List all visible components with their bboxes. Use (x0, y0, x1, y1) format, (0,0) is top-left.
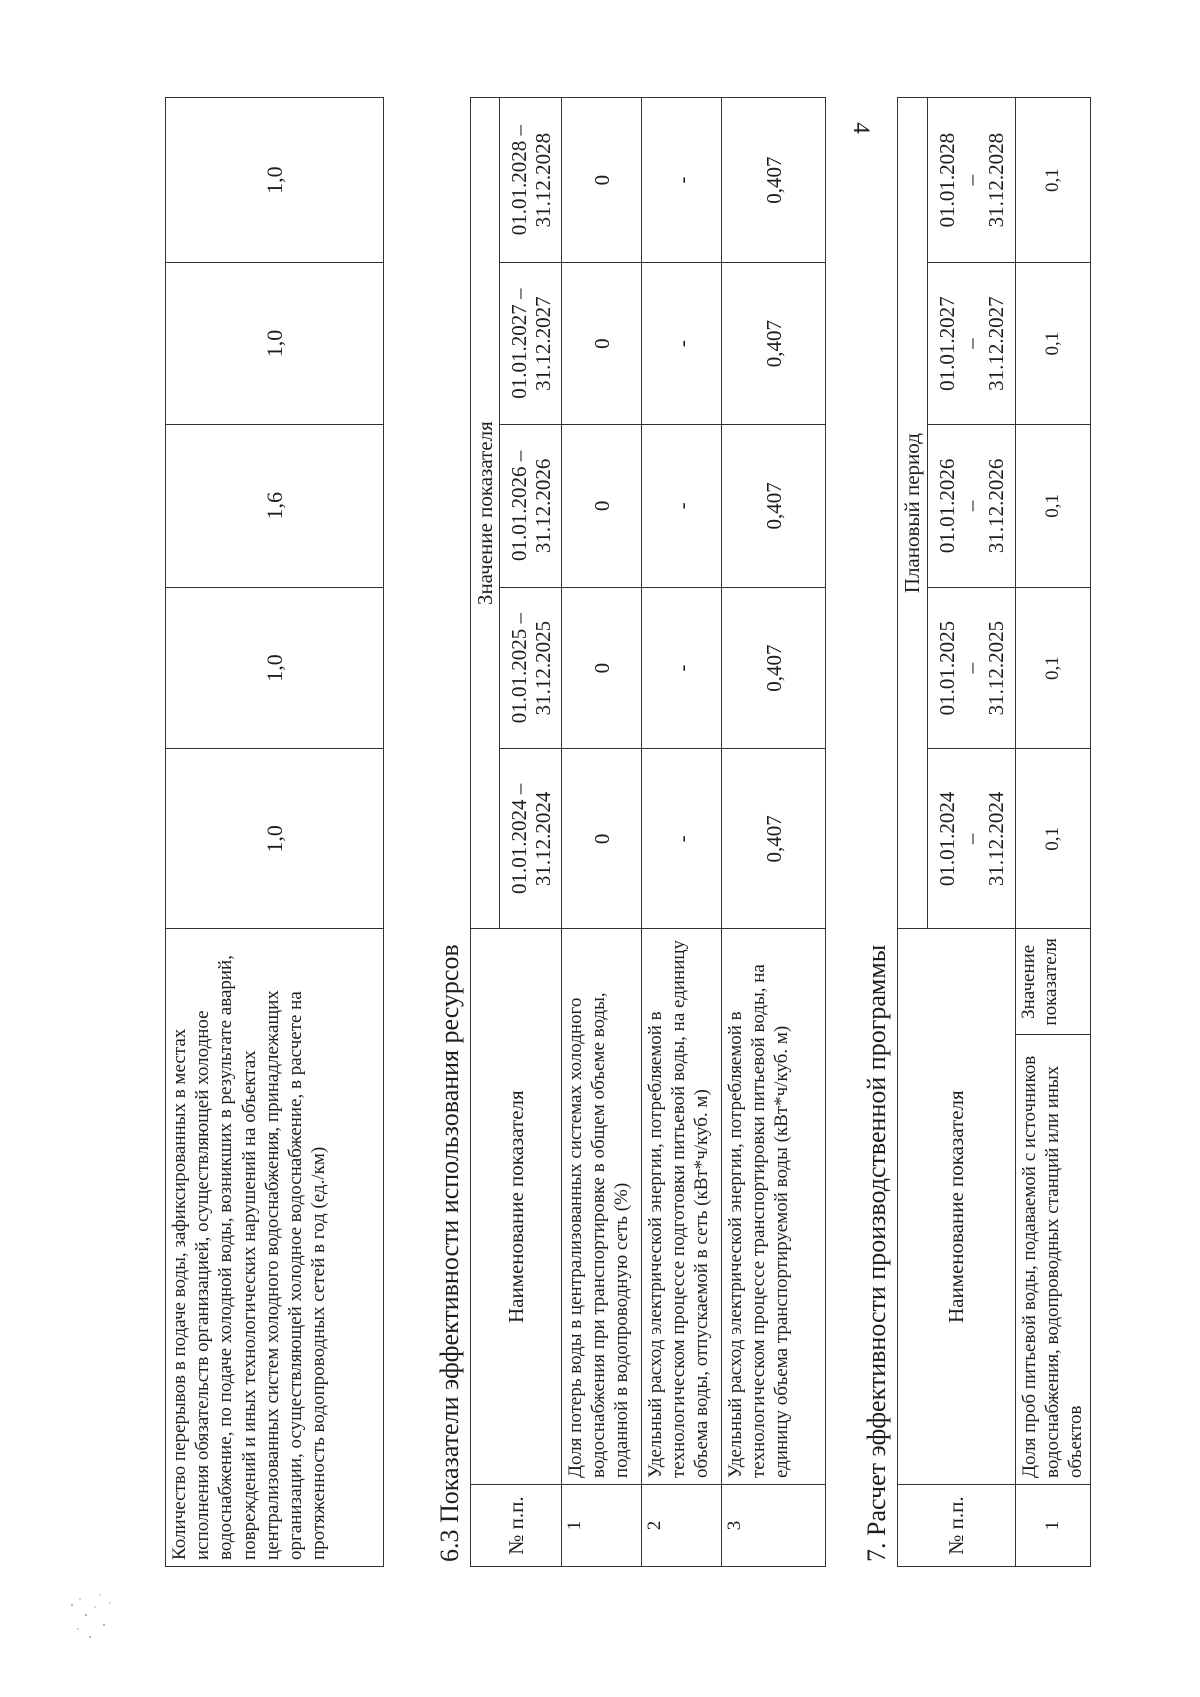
period-dash: – (959, 500, 984, 512)
value-cell: 0,1 (1016, 424, 1091, 587)
value-cell: 0 (562, 263, 642, 425)
value-cell: - (642, 424, 722, 587)
interruptions-table (165, 97, 384, 1567)
resource-efficiency-table (470, 97, 826, 1567)
value-cell: 0,407 (722, 587, 826, 749)
value-cell: 1,0 (166, 98, 384, 263)
period-end: 31.12.2026 (983, 458, 1008, 554)
value-cell: 0,1 (1016, 263, 1091, 425)
value-cell: 0,1 (1016, 98, 1091, 263)
page-number: 4 (848, 122, 874, 134)
period-dash: – (959, 338, 984, 349)
table-row (722, 98, 826, 1567)
period-dash: – (959, 833, 984, 845)
indicator-text: Доля проб питьевой воды, подаваемой с источников водоснабжения, водопроводных станций или иных объектов (1019, 1055, 1087, 1479)
period-end: 31.12.2025 (983, 620, 1008, 716)
period-end: 31.12.2024 (983, 791, 1008, 887)
program-efficiency-table (897, 97, 1091, 1567)
row-num: 3 (722, 1485, 826, 1567)
value-cell: 0,1 (1016, 749, 1091, 929)
value-cell: 0,407 (722, 749, 826, 929)
value-cell: - (642, 98, 722, 263)
header-num: № п.п. (898, 1485, 1016, 1567)
value-cell: 0 (562, 587, 642, 749)
header-group: Значение показателя (471, 98, 500, 929)
header-group: Плановый период (898, 98, 928, 929)
scan-noise-icon (60, 1585, 130, 1655)
header-name: Наименование показателя (471, 929, 562, 1485)
period-header (928, 98, 1016, 263)
row-num: 1 (562, 1485, 642, 1567)
row-num: 1 (1016, 1485, 1091, 1567)
table-row (642, 98, 722, 1567)
header-row (471, 98, 500, 1567)
unit-label: Значение показателя (1016, 929, 1090, 1035)
period-start: 01.01.2028 (935, 132, 960, 228)
period-dash: – (959, 662, 984, 674)
period-header: 01.01.2025 – 31.12.2025 (500, 587, 562, 749)
period-header (928, 587, 1016, 749)
value-cell: - (642, 587, 722, 749)
indicator-name (1016, 929, 1091, 1485)
period-header: 01.01.2027 – 31.12.2027 (500, 263, 562, 425)
period-start: 01.01.2026 (935, 458, 960, 554)
header-row (898, 98, 928, 1567)
table-row (166, 98, 384, 1567)
value-cell: 1,6 (166, 424, 384, 587)
period-header: 01.01.2028 – 31.12.2028 (500, 98, 562, 263)
period-header: 01.01.2026 – 31.12.2026 (500, 424, 562, 587)
table-row (562, 98, 642, 1567)
table-row (1016, 98, 1091, 1567)
row-num: 2 (642, 1485, 722, 1567)
header-num: № п.п. (471, 1485, 562, 1567)
value-cell: 0,407 (722, 424, 826, 587)
section-6-3-title: 6.3 Показатели эффективности использования ресурсов (435, 944, 464, 1562)
period-header (928, 749, 1016, 929)
value-cell: 0,407 (722, 98, 826, 263)
period-dash: – (959, 174, 984, 186)
header-name: Наименование показателя (898, 929, 1016, 1485)
period-start: 01.01.2024 (935, 791, 960, 887)
indicator-name: Удельный расход электрической энергии, потребляемой в технологическом процессе транспортировки питьевой воды, на единицу объема транспортируемой воды (кВт*ч/куб. м) (722, 929, 826, 1485)
value-cell: 0,407 (722, 263, 826, 425)
period-start: 01.01.2027 (935, 296, 960, 391)
value-cell: 1,0 (166, 263, 384, 425)
indicator-name: Доля потерь воды в централизованных системах холодного водоснабжения при транспортировке в общем объеме воды, поданной в водопроводную сеть (%) (562, 929, 642, 1485)
period-header: 01.01.2024 – 31.12.2024 (500, 749, 562, 929)
value-cell: - (642, 749, 722, 929)
period-end: 31.12.2027 (983, 296, 1008, 391)
period-start: 01.01.2025 (935, 620, 960, 716)
value-cell: 0 (562, 749, 642, 929)
period-header (928, 424, 1016, 587)
value-cell: 0 (562, 424, 642, 587)
value-cell: - (642, 263, 722, 425)
value-cell: 1,0 (166, 749, 384, 929)
value-cell: 1,0 (166, 587, 384, 749)
value-cell: 0,1 (1016, 587, 1091, 749)
section-7-title: 7. Расчет эффективности производственной программы (862, 944, 891, 1562)
period-end: 31.12.2028 (983, 132, 1008, 228)
value-cell: 0 (562, 98, 642, 263)
period-header (928, 263, 1016, 425)
indicator-name: Количество перерывов в подаче воды, зафиксированных в местах исполнения обязательств организацией, осуществляющей холодное водоснабжение, по подаче холодной воды, возникших в результате аварий, повреждений и иных технологических нарушений на объектах централизованных систем холодного водоснабжения, принадлежащих организации, осуществляющей холодное водоснабжение, в расчете на протяженность водопроводных сетей в год (ед./км) (166, 929, 384, 1567)
indicator-name: Удельный расход электрической энергии, потребляемой в технологическом процессе подготовки питьевой воды, на единицу объема воды, отпускаемой в сеть (кВт*ч/куб. м) (642, 929, 722, 1485)
